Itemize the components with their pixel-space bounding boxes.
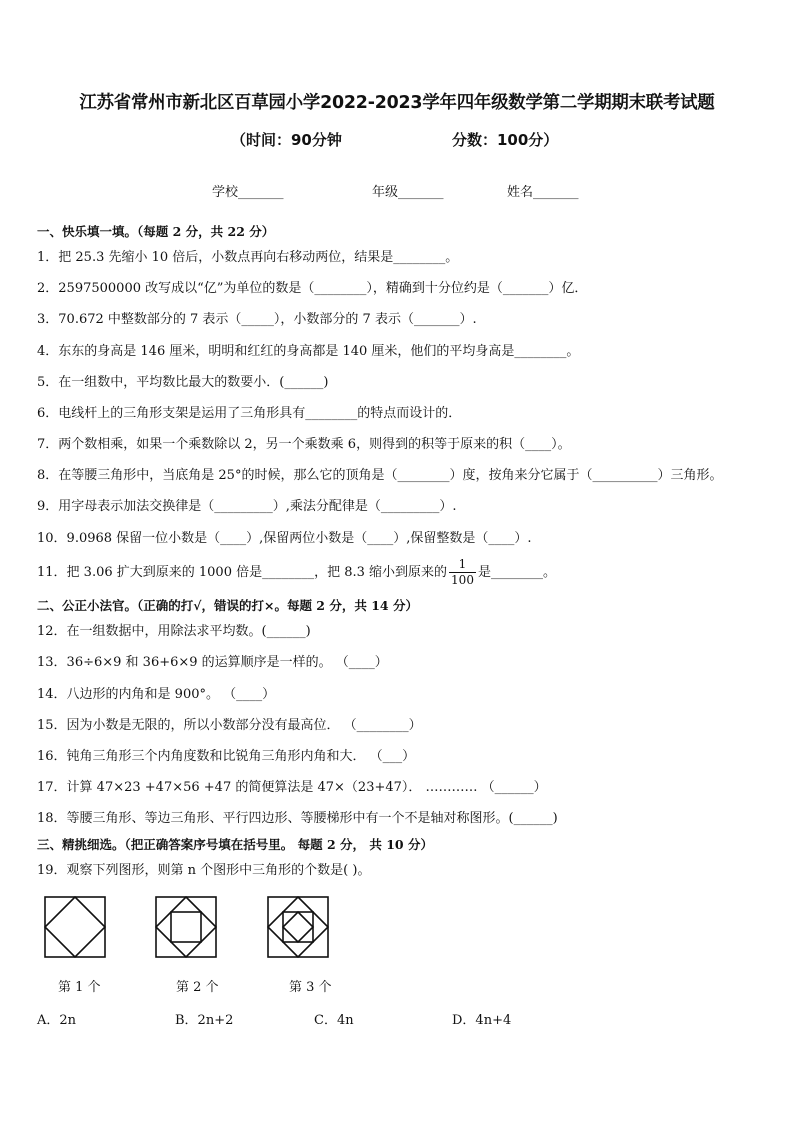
question-11-part-b: 是________。 xyxy=(477,565,556,580)
name-field: 姓名_______ xyxy=(507,185,579,200)
exam-time: （时间：90分钟 xyxy=(231,131,342,149)
grade-field: 年级_______ xyxy=(372,185,444,200)
question-12: 12．在一组数据中，用除法求平均数。(______) xyxy=(37,624,311,639)
question-2: 2．2597500000 改写成以“亿”为单位的数是（________），精确到十分位约是（_______）亿． xyxy=(37,281,588,296)
section-heading-true-false: 二、公正小法官。（正确的打√，错误的打×。每题 2 分，共 14 分） xyxy=(37,598,418,613)
figure-1-caption: 第 1 个 xyxy=(58,980,101,995)
fraction-numerator: 1 xyxy=(449,557,476,573)
fraction xyxy=(449,557,476,588)
nested-square-diagram-2 xyxy=(155,896,217,958)
question-17: 17．计算 47×23 +47×56 +47 的简便算法是 47×（23+47）． ………… （______） xyxy=(37,780,547,795)
fraction-denominator: 100 xyxy=(451,573,474,587)
figure-2-caption: 第 2 个 xyxy=(176,980,219,995)
question-7: 7．两个数相乘，如果一个乘数除以 2，另一个乘数乘 6，则得到的积等于原来的积（____）。 xyxy=(37,437,571,452)
section-heading-multiple-choice: 三、精挑细选。（把正确答案序号填在括号里。 每题 2 分， 共 10 分） xyxy=(37,837,433,852)
question-19: 19．观察下列图形，则第 n 个图形中三角形的个数是( )。 xyxy=(37,863,371,878)
question-3: 3．70.672 中整数部分的 7 表示（_____），小数部分的 7 表示（_______）. xyxy=(37,312,477,327)
question-1: 1．把 25.3 先缩小 10 倍后，小数点再向右移动两位，结果是________。 xyxy=(37,250,459,265)
question-6: 6．电线杆上的三角形支架是运用了三角形具有________的特点而设计的． xyxy=(37,406,462,421)
question-14: 14．八边形的内角和是 900°。 （____） xyxy=(37,687,276,702)
figure-1 xyxy=(44,896,106,958)
question-18: 18．等腰三角形、等边三角形、平行四边形、等腰梯形中有一个不是轴对称图形。(______) xyxy=(37,811,558,826)
question-8: 8．在等腰三角形中，当底角是 25°的时候，那么它的顶角是（________）度，按角来分它属于（__________）三角形。 xyxy=(37,468,723,483)
question-11 xyxy=(37,557,777,588)
question-10: 10．9.0968 保留一位小数是（____）,保留两位小数是（____）,保留整数是（____）. xyxy=(37,531,532,546)
exam-title: 江苏省常州市新北区百草园小学2022-2023学年四年级数学第二学期期末联考试题 xyxy=(79,93,715,113)
question-11-part-a: 11．把 3.06 扩大到原来的 1000 倍是________，把 8.3 缩小到原来的 xyxy=(37,565,448,580)
nested-square-diagram-3 xyxy=(267,896,329,958)
question-9: 9．用字母表示加法交换律是（_________）,乘法分配律是（_________）. xyxy=(37,499,457,514)
question-15: 15．因为小数是无限的，所以小数部分没有最高位． （________） xyxy=(37,718,422,733)
option-d: D．4n+4 xyxy=(452,1013,512,1028)
figure-3 xyxy=(267,896,329,958)
question-13: 13．36÷6×9 和 36+6×9 的运算顺序是一样的。 （____） xyxy=(37,655,388,670)
school-field: 学校_______ xyxy=(212,185,284,200)
question-16: 16．钝角三角形三个内角度数和比锐角三角形内角和大． （___） xyxy=(37,749,416,764)
option-b: B．2n+2 xyxy=(175,1013,234,1028)
figure-2 xyxy=(155,896,217,958)
option-a: A．2n xyxy=(37,1013,77,1028)
exam-score: 分数：100分） xyxy=(452,131,559,149)
figure-3-caption: 第 3 个 xyxy=(289,980,332,995)
question-4: 4．东东的身高是 146 厘米，明明和红红的身高都是 140 厘米，他们的平均身高是________。 xyxy=(37,344,580,359)
option-c: C．4n xyxy=(314,1013,354,1028)
question-5: 5．在一组数中，平均数比最大的数要小．(______) xyxy=(37,375,329,390)
section-heading-fill-blank: 一、快乐填一填。（每题 2 分，共 22 分） xyxy=(37,224,275,239)
nested-square-diagram-1 xyxy=(44,896,106,958)
